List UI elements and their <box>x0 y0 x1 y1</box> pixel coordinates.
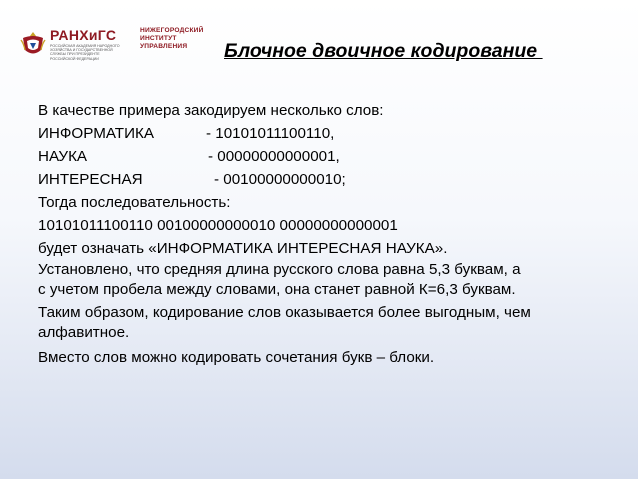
institute-name <box>140 27 204 52</box>
code-value: - 00000000000001, <box>208 148 340 165</box>
code-word: ИНФОРМАТИКА <box>38 125 154 142</box>
avg-length-line: с учетом пробела между словами, она станет равной К=6,3 буквам. <box>38 281 516 298</box>
conclusion-text: Вместо слов можно кодировать сочетания букв – блоки. <box>38 349 435 366</box>
code-value: - 00100000000010; <box>214 171 346 188</box>
sequence-value: 10101011100110 00100000000010 00000000000001 <box>38 217 398 234</box>
ranepa-emblem-icon <box>20 30 46 58</box>
avg-length-line: Установлено, что средняя длина русского слова равна 5,3 буквам, а <box>38 261 521 278</box>
logo-subtitle: РОССИЙСКАЯ АКАДЕМИЯ НАРОДНОГО ХОЗЯЙСТВА И ГОСУДАРСТВЕННОЙ СЛУЖБЫ ПРИ ПРЕЗИДЕНТЕ РОССИЙСКОЙ ФЕДЕРАЦИИ <box>50 44 120 61</box>
benefit-line: алфавитное. <box>38 324 130 341</box>
institute-line: НИЖЕГОРОДСКИЙ <box>140 27 204 34</box>
slide-header <box>0 0 638 90</box>
ranepa-logo <box>50 28 122 61</box>
code-word: НАУКА <box>38 148 88 165</box>
logo-brand: РАНХиГС <box>50 27 117 43</box>
code-word: ИНТЕРЕСНАЯ <box>38 171 143 188</box>
intro-text: В качестве примера закодируем несколько слов: <box>38 102 384 119</box>
sequence-label: Тогда последовательность: <box>38 194 231 211</box>
code-row <box>38 168 628 191</box>
institute-line: УПРАВЛЕНИЯ <box>140 43 188 51</box>
benefit-line: Таким образом, кодирование слов оказывается более выгодным, чем <box>38 304 531 321</box>
institute-line: ИНСТИТУТ <box>140 35 177 43</box>
slide-body <box>38 99 628 369</box>
slide-title: Блочное двоичное кодирование <box>224 40 543 62</box>
code-row <box>38 122 628 145</box>
sequence-meaning: будет означать «ИНФОРМАТИКА ИНТЕРЕСНАЯ НАУКА». <box>38 240 448 257</box>
code-value: - 10101011100110, <box>206 125 335 142</box>
code-row <box>38 145 628 168</box>
